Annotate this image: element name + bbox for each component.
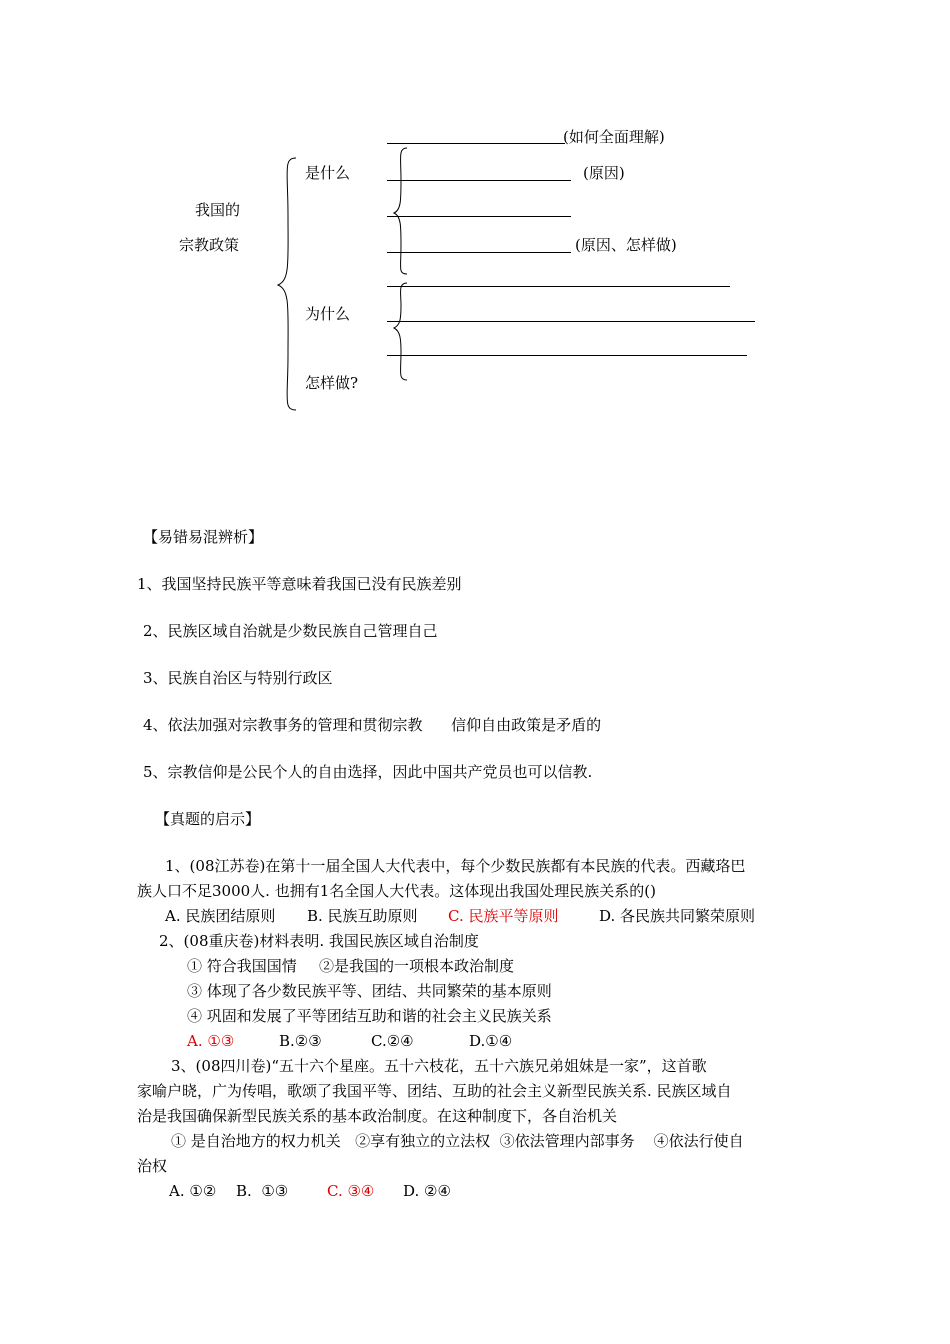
q1-option-c-answer: C. 民族平等原则: [448, 907, 559, 925]
q3-line3: 治是我国确保新型民族关系的基本政治制度。在这种制度下，各自治机关: [137, 1107, 618, 1125]
confusion-item: 5、宗教信仰是公民个人的自由选择，因此中国共产党员也可以信教.: [143, 763, 593, 781]
branch-how: 怎样做?: [305, 374, 359, 392]
q1-line1: 1、(08江苏卷)在第十一届全国人大代表中，每个少数民族都有本民族的代表。西藏珞巴: [165, 857, 746, 875]
q1-option-d: D. 各民族共同繁荣原则: [599, 907, 756, 925]
q2-statement-1: ① 符合我国国情: [187, 957, 297, 975]
confusion-item: 2、民族区域自治就是少数民族自己管理自己: [143, 622, 438, 640]
blank-line-1[interactable]: [387, 143, 565, 144]
diagram-subject-line2: 宗教政策: [179, 236, 240, 254]
q3-line2: 家喻户晓，广为传唱，歌颂了我国平等、团结、互助的社会主义新型民族关系. 民族区域自: [137, 1082, 732, 1100]
q1-option-b: B. 民族互助原则: [307, 907, 418, 925]
confusion-heading: 【易错易混辨析】: [143, 528, 264, 546]
blank-line-5[interactable]: [387, 286, 730, 287]
q3-option-a: A. ①②: [169, 1182, 217, 1200]
q2-statement-4: ④ 巩固和发展了平等团结互助和谐的社会主义民族关系: [187, 1007, 552, 1025]
what-brace: [394, 148, 407, 274]
branch-what: 是什么: [305, 164, 351, 182]
q2-stem: 2、(08重庆卷)材料表明. 我国民族区域自治制度: [159, 932, 479, 950]
confusion-item: 1、我国坚持民族平等意味着我国已没有民族差别: [137, 575, 462, 593]
branch-why: 为什么: [305, 305, 351, 323]
q3-option-c-answer: C. ③④: [327, 1182, 375, 1200]
q1-option-a: A. 民族团结原则: [165, 907, 276, 925]
q2-option-b: B.②③: [279, 1032, 322, 1050]
q2-option-d: D.①④: [469, 1032, 513, 1050]
q3-line4: ① 是自治地方的权力机关 ②享有独立的立法权 ③依法管理内部事务 ④依法行使自: [171, 1132, 744, 1150]
confusion-item: 3、民族自治区与特别行政区: [143, 669, 333, 687]
blank-line-6[interactable]: [387, 321, 755, 322]
q3-option-d: D. ②④: [403, 1182, 451, 1200]
blank-line-7[interactable]: [387, 355, 747, 356]
q1-line2: 族人口不足3000人. 也拥有1名全国人大代表。这体现出我国处理民族关系的(): [137, 882, 656, 900]
diagram-subject-line1: 我国的: [195, 201, 241, 219]
why-brace: [394, 283, 407, 380]
main-brace: [278, 158, 296, 410]
blank-line-2[interactable]: [387, 180, 571, 181]
q2-statement-3: ③ 体现了各少数民族平等、团结、共同繁荣的基本原则: [187, 982, 552, 1000]
q3-line1: 3、(08四川卷)“五十六个星座。五十六枝花，五十六族兄弟姐妹是一家”，这首歌: [171, 1057, 707, 1075]
note-reason: (原因): [583, 164, 625, 182]
exam-heading: 【真题的启示】: [155, 810, 261, 828]
diagram-braces: [0, 0, 950, 420]
blank-line-3[interactable]: [387, 216, 571, 217]
q3-option-b: B. ①③: [236, 1182, 289, 1200]
q3-line5: 治权: [137, 1157, 168, 1175]
note-reason-how: (原因、怎样做): [575, 236, 677, 254]
note-understand: (如何全面理解): [563, 128, 665, 146]
q2-option-a-answer: A. ①③: [187, 1032, 235, 1050]
confusion-item: 4、依法加强对宗教事务的管理和贯彻宗教 信仰自由政策是矛盾的: [143, 716, 602, 734]
q2-statement-2: ②是我国的一项根本政治制度: [319, 957, 515, 975]
q2-option-c: C.②④: [371, 1032, 414, 1050]
blank-line-4[interactable]: [387, 252, 571, 253]
